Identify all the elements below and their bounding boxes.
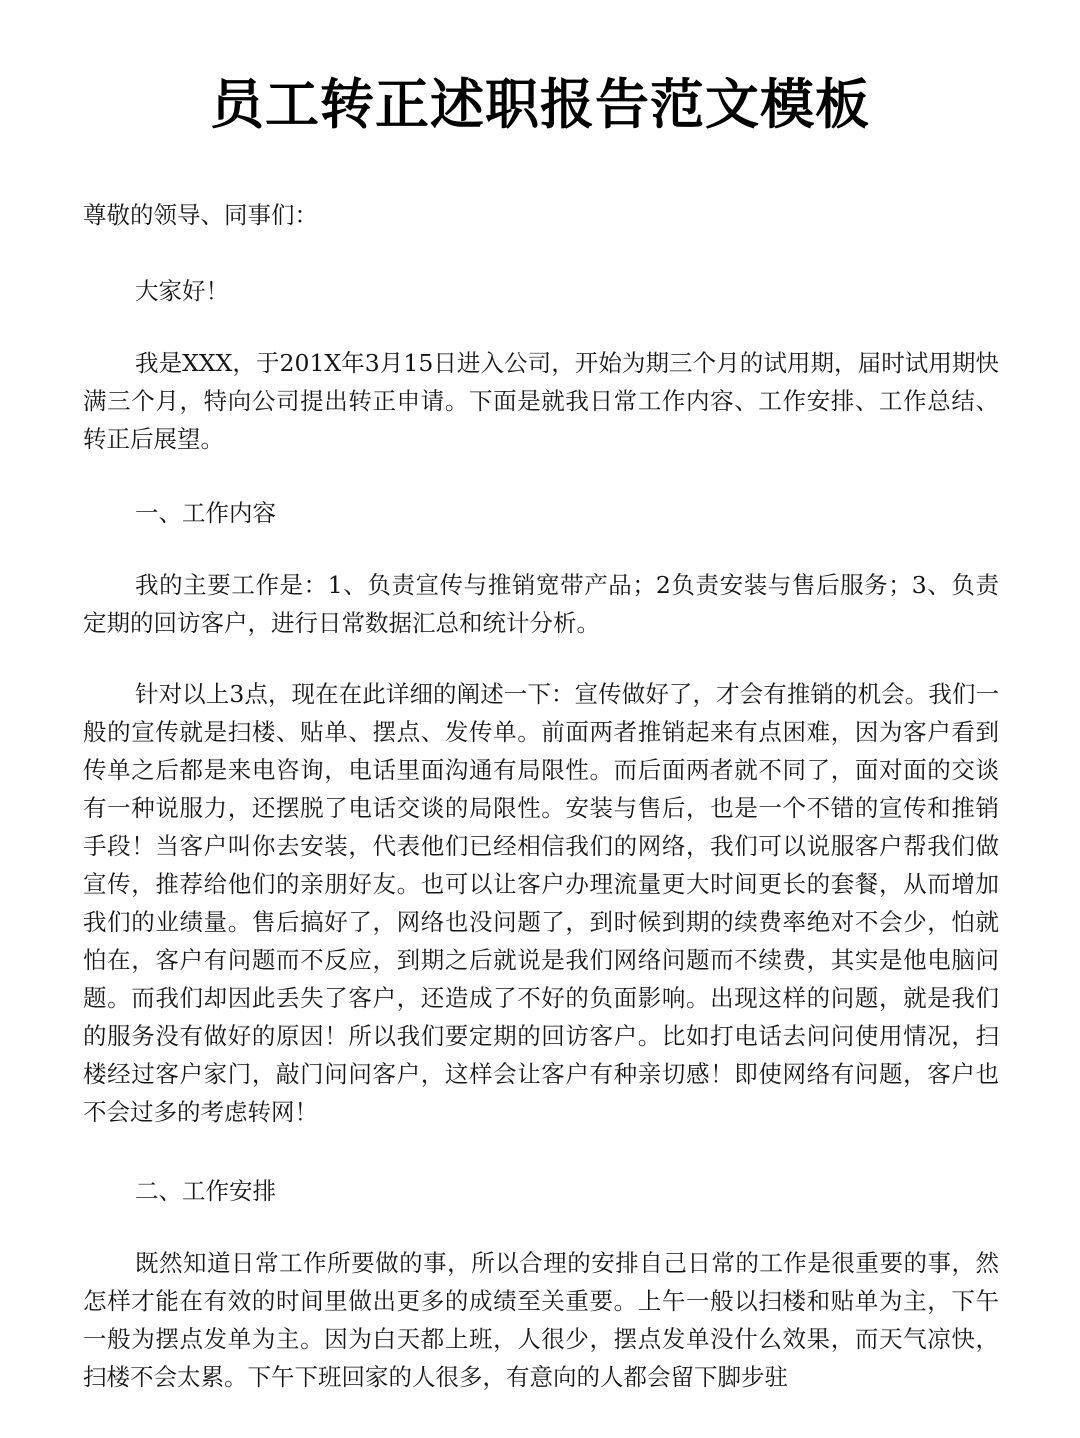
section2-paragraph-1: 既然知道日常工作所要做的事，所以合理的安排自己日常的工作是很重要的事，然怎样才能在有效的时间里做出更多的成绩至关重要。上午一般以扫楼和贴单为主，下午一般为摆点发单为主。因为白天都上班，人很少，摆点发单没什么效果，而天气凉快，扫楼不会太累。下午下班回家的人很多，有意向的人都会留下脚步驻 <box>83 1249 999 1391</box>
greeting: 大家好！ <box>135 277 229 305</box>
section-heading-work-arrangement: 二、工作安排 <box>135 1177 276 1205</box>
salutation: 尊敬的领导、同事们： <box>83 201 318 229</box>
section1-paragraph-1: 我的主要工作是：1、负责宣传与推销宽带产品；2负责安装与售后服务；3、负责定期的回访客户，进行日常数据汇总和统计分析。 <box>83 571 999 637</box>
section-heading-work-content: 一、工作内容 <box>135 499 276 527</box>
document-title: 员工转正述职报告范文模板 <box>210 73 870 136</box>
section1-paragraph-2: 针对以上3点，现在在此详细的阐述一下：宣传做好了，才会有推销的机会。我们一般的宣传就是扫楼、贴单、摆点、发传单。前面两者推销起来有点困难，因为客户看到传单之后都是来电咨询，电话里面沟通有局限性。而后面两者就不同了，面对面的交谈有一种说服力，还摆脱了电话交谈的局限性。安装与售后，也是一个不错的宣传和推销手段！当客户叫你去安装，代表他们已经相信我们的网络，我们可以说服客户帮我们做宣传，推荐给他们的亲朋好友。也可以让客户办理流量更大时间更长的套餐，从而增加我们的业绩量。售后搞好了，网络也没问题了，到时候到期的续费率绝对不会少，怕就怕在，客户有问题而不反应，到期之后就说是我们网络问题而不续费，其实是他电脑问题。而我们却因此丢失了客户，还造成了不好的负面影响。出现这样的问题，就是我们的服务没有做好的原因！所以我们要定期的回访客户。比如打电话去问问使用情况，扫楼经过客户家门，敲门问问客户，这样会让客户有种亲切感！即使网络有问题，客户也不会过多的考虑转网！ <box>83 680 999 1126</box>
intro-paragraph: 我是XXX，于201X年3月15日进入公司，开始为期三个月的试用期，届时试用期快满三个月，特向公司提出转正申请。下面是就我日常工作内容、工作安排、工作总结、转正后展望。 <box>83 349 999 453</box>
